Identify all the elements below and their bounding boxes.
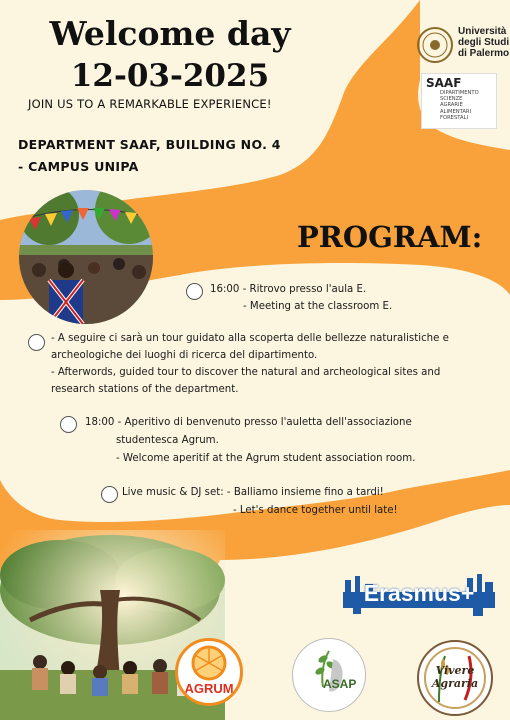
saaf-line-1: DIPARTIMENTO (440, 90, 479, 96)
festival-photo (19, 190, 153, 324)
event-date: 12-03-2025 (70, 58, 270, 94)
agrum-label: AGRUM (184, 681, 234, 696)
program-bullet-4 (101, 486, 118, 503)
asap-label: ASAP (323, 677, 357, 691)
saaf-name: SAAF (426, 76, 462, 90)
university-name-line2: degli Studi (458, 37, 510, 48)
event-title: Welcome day (49, 14, 291, 53)
program-bullet-1 (186, 283, 203, 300)
program-item-4-line-1: Live music & DJ set: - Balliamo insieme fino a tardi! (122, 487, 384, 498)
location-line-2: - CAMPUS UNIPA (18, 159, 139, 174)
plant-icon (293, 639, 365, 711)
program-item-3-line-1: 18:00 - Aperitivo di benvenuto presso l'auletta dell'associazione (85, 417, 412, 428)
university-name-line3: di Palermo (458, 48, 510, 59)
location-line-1: DEPARTMENT SAAF, BUILDING NO. 4 (18, 137, 281, 152)
vivere-agraria-logo (417, 640, 493, 716)
program-item-3-line-3: - Welcome aperitif at the Agrum student association room. (116, 453, 416, 464)
erasmus-logo (343, 572, 495, 618)
saaf-logo (421, 73, 497, 129)
erasmus-label: Erasmus+ (363, 580, 475, 606)
program-item-2-line-4: research stations of the department. (51, 384, 239, 395)
program-item-1-line-1: 16:00 - Ritrovo presso l'aula E. (210, 284, 367, 295)
program-item-4-line-2: - Let's dance together until late! (233, 505, 398, 516)
program-item-3-line-2: studentesca Agrum. (116, 435, 219, 446)
vivere-agraria-label: Vivere Agraria (431, 664, 479, 690)
program-heading: PROGRAM: (297, 220, 483, 254)
program-item-2-line-1: - A seguire ci sarà un tour guidato alla scoperta delle bellezze naturalistiche e (51, 333, 449, 344)
program-bullet-2 (28, 334, 45, 351)
program-bullet-3 (60, 416, 77, 433)
saaf-line-3: AGRARIE (440, 102, 463, 109)
agrum-logo (175, 638, 243, 706)
program-item-2-text (51, 330, 491, 398)
university-name-line1: Università (458, 26, 507, 37)
university-seal-icon (416, 26, 454, 64)
saaf-line-5: FORESTALI (440, 114, 468, 121)
program-item-1-line-2: - Meeting at the classroom E. (243, 301, 393, 312)
saaf-line-4: ALIMENTARI (440, 108, 472, 115)
program-item-2-line-2: archeologiche dei luoghi di ricerca del dipartimento. (51, 350, 318, 361)
saaf-line-2: SCIENZE (440, 96, 463, 103)
university-logo (416, 24, 510, 66)
event-subtitle: JOIN US TO A REMARKABLE EXPERIENCE! (28, 97, 272, 111)
asap-logo (292, 638, 366, 712)
program-item-2-line-3: - Afterwords, guided tour to discover the natural and archeological sites and (51, 367, 441, 378)
